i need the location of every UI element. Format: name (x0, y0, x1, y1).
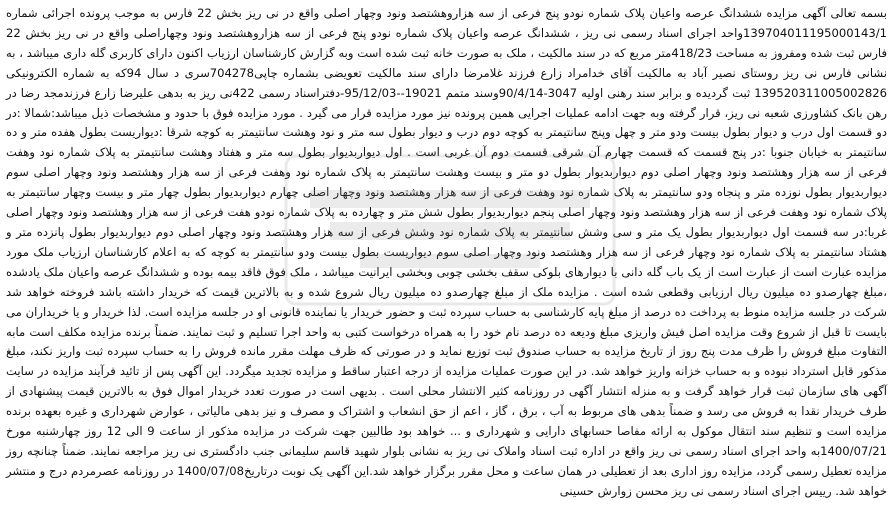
auction-notice-text: بسمه تعالی آگهی مزایده ششدانگ عرصه واعیان پلاک شماره نودو پنج فرعی از سه هزاروهشتصد ونود وچهار اصلی واقع در نی ریز بخش 22 فارس به موجب پرونده اجرائی شماره 139704011195000143/1واحد اجرای اسناد رسمی نی ریز ، ششدانگ عرصه واعیان پلاک شماره نودو پنج فرعی از سه هزاروهشتصد ونود وچهاراصلی واقع در نی ریز بخش 22 فارس ثبت شده ومفروز به مساحت 418/23متر مربع که در سند مالکیت ، ملک به صورت خانه ثبت شده است وبه گزارش کارشناسان ارزیاب اکنون دارای کاربری گله داری میباشد ، به نشانی فارس نی ریز روستای نصیر آباد به مالکیت آقای خدامراد زارع فرزند غلامرضا دارای سند مالکیت تعویضی بشماره چاپی704278سری د سال 94که به شماره الکترونیکی 139520311005002826 ثبت گردیده و برابر سند رهنی اولیه 3047-90/4/14وسند متمم 19021--95/12/03-دفتراسناد رسمی 422نی ریز به بدهی علیرضا زارع فرزندمجد رضا در رهن بانک کشاورزی شعبه نی ریز، قرار گرفته وبه جهت ادامه عملیات اجرایی همین پرونده نیز مورد مزایده قرار می گیرد . مورد مزایده فوق با حدود و مشخصات ذیل میباشد:شمالا :در دو قسمت اول درب و دیوار بطول بیست ودو متر و چهل وپنج سانتیمتر به کوچه دوم درب و دیوار بطول سه متر و نود وهشت سانتیمتر به کوچه شرقا :دیواریست بطول هفده متر و ده سانتیمتر به خیابان جنوبا :در پنج قسمت که قسمت چهارم آن شرقی قسمت دوم آن غربی است . اول دیواربدیوار بطول سه متر و هفتاد وهشت سانتیمتر به پلاک شماره نود وهفت فرعی از سه هزار وهشتصد ونود وچهار اصلی دوم دیواربدیوار بطول دو متر و بیست وهشت سانتیمتر به پلاک شماره نود وهفت فرعی از سه هزار وهشتصد ونود وچهار اصلی سوم دیواربدیوار بطول نوزده متر و پنجاه ودو سانتیمتر به پلاک شماره نود وهفت فرعی از سه هزار وهشتصد ونود وچهار اصلی چهارم دیواربدیوار بطول چهار متر و بیست وچهار سانتیمتر به پلاک شماره نود وهفت فرعی از سه هزار وهشتصد ونود وچهار اصلی پنجم دیواربدیوار بطول شش متر و چهارده به پلاک شماره نودو هفت فرعی از سه هزار وهشتصد ونود وچهار اصلی غربا:در سه قسمت اول دیواربدیوار بطول یک متر و سی وشش سانتیمتر به پلاک شماره نود وشش فرعی از سه هزار وهشتصد ونود وچهار اصلی دوم دیواربدیوار بطول پانزده متر و هشتاد سانتیمتر به پلاک شماره نود وچهار فرعی از سه هزار وهشتصد ونود وچهار اصلی سوم دیواریست بطول بیست ودو سانتیمتر به کوچه که به اعلام کارشناسان ارزیاب ملک مورد مزایده عبارت است از عبارت است از یک باب گله دانی با دیوارهای بلوکی سقف بخشی چوبی وبخشی ایرانیت میباشد ، ملک فوق فاقد بیمه بوده و ششدانگ عرصه واعیان ملک یادشده ،مبلغ چهارصدو ده میلیون ریال ارزیابی وقطعی شده است . مزایده ملک از مبلغ چهارصدو ده میلیون ریال شروع شده و به بالاترین قیمت که خریدار داشته باشد فروخته خواهد شد شرکت در جلسه مزایده منوط به پرداخت ده درصد از مبلغ پایه کارشناسی به حساب سپرده ثبت و حضور خریدار یا نماینده قانونی او در جلسه مزایده است. لذا خریدار و یا خریداران می بایست تا قبل از شروع وقت مزایده اصل فیش واریزی مبلغ ودیعه ده درصد نام خود را به همراه درخواست کتبی به واحد اجرا تسلیم و ثبت نمایند. ضمناً برنده مزایده مکلف است مابه التفاوت مبلغ فروش را ظرف مدت پنج روز از تاریخ مزایده به حساب صندوق ثبت توزیع نماید و در صورتی که ظرف مهلت مقرر مانده فروش را به حساب سپرده ثبت واریز نکند، مبلغ مذکور قابل استرداد نبوده و به حساب خزانه واریز خواهد شد. در این صورت عملیات مزایده از درجه اعتبار ساقط و مزایده تجدید میگردد. این آگهی پس از تائید فرآیند مزایده در سایت آگهی های سازمان ثبت قرار خواهد گرفت و به منزله انتشار آگهی در روزنامه کثیر الانتشار محلی است . بدیهی است در صورت تعدد خریدار اموال فوق به بالاترین قیمت پیشنهادی از طرف خریدار نقدا به فروش می رسد و ضمناً بدهی های مربوط به آب ، برق ، گاز ، اعم از حق انشعاب و اشتراک و مصرف و نیز بدهی مالیاتی ، عوارض شهرداری و غیره بعهده برنده مزایده است و تنظیم سند انتقال موکول به ارائه مفاصا حسابهای دارایی و شهرداری و ... خواهد بود طالبین جهت شرکت در مزایده مذکور از ساعت 9 الی 12 روز چهارشنبه مورخ 1400/07/21به واحد اجرای اسناد رسمی نی ریز واقع در اداره ثبت اسناد واملاک نی ریز به نشانی بلوار شهید قاسم سلیمانی جنب دادگستری نی ریز مراجعه نمایند. ضمناً چنانچه روز مزایده تعطیل رسمی گردد، مزایده روز اداری بعد از تعطیلی در همان ساعت و محل مقرر برگزار خواهد شد.این آگهی یک نوبت درتاریخ1400/07/08 در روزنامه عصرمردم درج و منتشر خواهد شد. رییس اجرای اسناد رسمی نی ریز محسن زوارش حسینی (6, 6, 887, 498)
